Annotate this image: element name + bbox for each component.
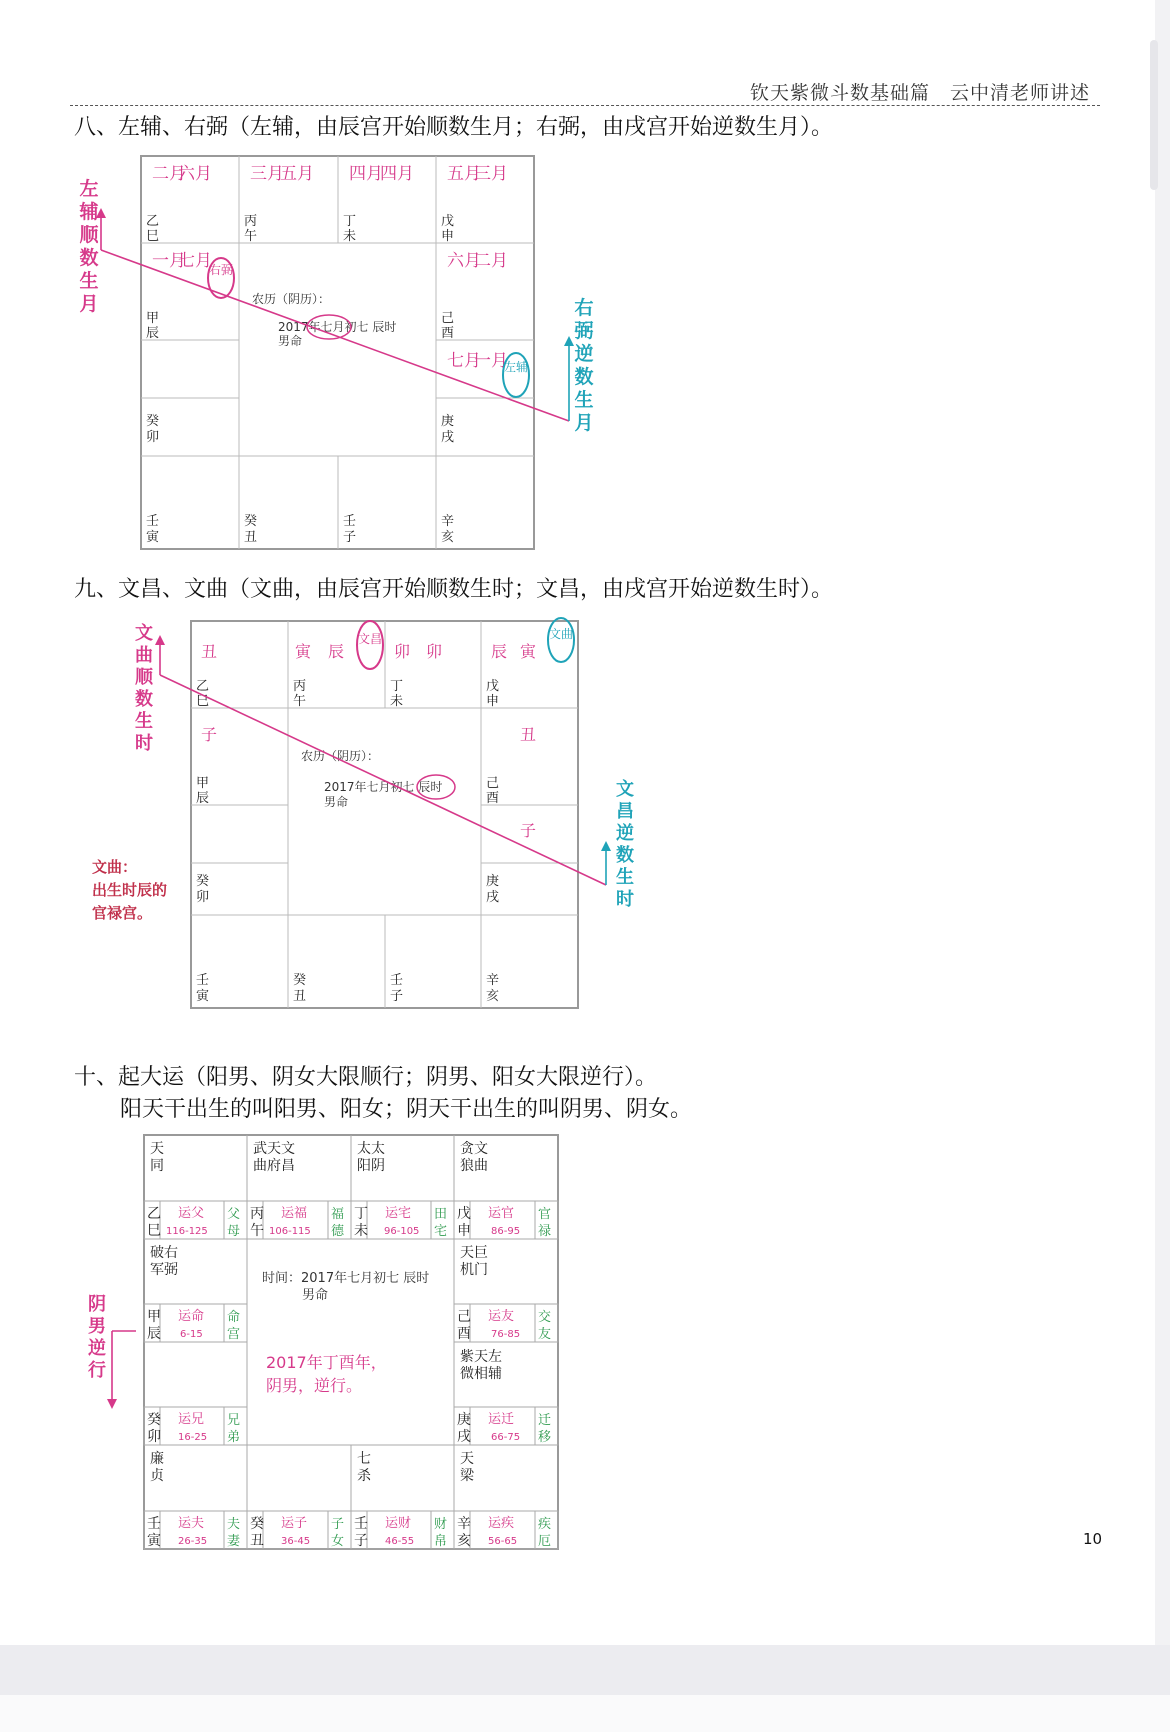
wenqu-note-2: 出生时辰的 — [92, 881, 168, 899]
yun-range: 6-15 — [180, 1329, 203, 1340]
palace-branch: 丑 — [250, 1533, 264, 1549]
palace-stem: 乙 — [196, 679, 210, 694]
hour-label: 子 — [520, 821, 537, 840]
palace-branch: 戌 — [441, 430, 455, 445]
palace-name-1: 父 — [227, 1207, 241, 1222]
hour-label: 辰 — [491, 642, 508, 661]
palace-branch: 申 — [486, 694, 500, 709]
star-line: 太太 — [357, 1141, 385, 1157]
yun-range: 86-95 — [491, 1226, 521, 1237]
month-label: 一月 — [474, 351, 508, 371]
section-9-title: 九、文昌、文曲（文曲，由辰宫开始顺数生时；文昌，由戌宫开始逆数生时）。 — [74, 577, 834, 602]
palace-branch: 子 — [390, 989, 404, 1004]
star-line: 梁 — [460, 1468, 474, 1484]
star-line: 同 — [150, 1158, 164, 1174]
bottom-band — [0, 1645, 1170, 1695]
yun-name: 运宅 — [385, 1206, 412, 1221]
palace-name-2: 宫 — [227, 1327, 241, 1342]
palace-branch: 巳 — [146, 229, 160, 244]
star-line: 贪文 — [460, 1141, 488, 1157]
star-line: 微相辅 — [460, 1366, 502, 1382]
youbi-badge: 右弼 — [208, 263, 234, 277]
month-label: 四月 — [380, 164, 414, 184]
month-label: 二月 — [474, 251, 508, 271]
palace-branch: 申 — [457, 1223, 471, 1239]
gender: 男命 — [324, 795, 349, 809]
yun-name: 运财 — [385, 1516, 412, 1531]
palace-name-1: 福 — [331, 1207, 345, 1222]
palace-stem: 癸 — [244, 514, 258, 529]
palace-branch: 戌 — [486, 890, 500, 905]
zuofu-rule-label: 左辅顺数生月 — [79, 178, 99, 315]
figure-da-yun — [80, 1125, 570, 1555]
palace-stem: 丙 — [244, 214, 258, 229]
month-label: 七月 — [178, 251, 212, 271]
palace-name-2: 妻 — [227, 1534, 241, 1549]
palace-branch: 子 — [354, 1533, 368, 1549]
gender: 男命 — [302, 1288, 329, 1303]
star-line: 天巨 — [460, 1245, 488, 1261]
palace-stem: 己 — [486, 776, 500, 791]
palace-stem: 癸 — [147, 1412, 161, 1428]
yun-range: 56-65 — [488, 1536, 518, 1547]
star-line: 紫天左 — [460, 1349, 502, 1365]
wenqu-badge: 文曲 — [548, 627, 574, 641]
yun-note-2: 阴男，逆行。 — [266, 1376, 363, 1395]
palace-stem: 丁 — [343, 214, 357, 229]
bottom-margin — [0, 1695, 1170, 1732]
star-line: 杀 — [357, 1468, 371, 1484]
yun-range: 106-115 — [269, 1226, 311, 1237]
palace-stem: 己 — [441, 311, 455, 326]
palace-branch: 酉 — [457, 1326, 471, 1342]
palace-name-2: 宅 — [434, 1224, 448, 1239]
palace-stem: 戊 — [441, 214, 455, 229]
palace-name-2: 移 — [538, 1430, 552, 1445]
wenchang-badge: 文昌 — [357, 632, 383, 646]
palace-branch: 戌 — [457, 1429, 471, 1445]
palace-branch: 寅 — [147, 1533, 161, 1549]
up-arrow-icon — [564, 336, 574, 346]
hour-label: 子 — [201, 725, 218, 744]
palace-branch: 卯 — [196, 890, 210, 905]
palace-stem: 辛 — [486, 973, 500, 988]
yin-male-retrograde-label: 阴男逆行 — [88, 1294, 106, 1381]
palace-stem: 壬 — [147, 1516, 161, 1532]
star-line: 天 — [460, 1451, 474, 1467]
palace-branch: 寅 — [196, 989, 210, 1004]
yun-name: 运夫 — [178, 1516, 205, 1531]
month-label: 四月 — [349, 164, 383, 184]
palace-branch: 丑 — [293, 989, 307, 1004]
hour-label: 辰 — [328, 642, 345, 661]
down-arrow-icon — [107, 1399, 117, 1409]
page-number: 10 — [1083, 1530, 1103, 1548]
palace-name-2: 德 — [331, 1224, 345, 1239]
star-line: 天 — [150, 1141, 164, 1157]
palace-stem: 庚 — [457, 1412, 471, 1428]
palace-stem: 庚 — [486, 874, 500, 889]
palace-branch: 午 — [244, 229, 258, 244]
palace-stem: 丁 — [390, 679, 404, 694]
palace-branch: 亥 — [457, 1533, 471, 1549]
palace-stem: 甲 — [146, 311, 160, 326]
palace-name-2: 弟 — [227, 1430, 241, 1445]
palace-branch: 巳 — [147, 1223, 161, 1239]
calendar-label: 农历（阴历）： — [252, 292, 331, 306]
time-line: 时间：2017年七月初七 辰时 — [262, 1271, 430, 1286]
month-label: 七月 — [447, 351, 481, 371]
hour-label: 丑 — [201, 642, 218, 661]
palace-stem: 甲 — [147, 1309, 161, 1325]
palace-branch: 子 — [343, 530, 357, 545]
zuofu-badge: 左辅 — [503, 360, 529, 374]
star-line: 廉 — [150, 1451, 164, 1467]
palace-branch: 巳 — [196, 694, 210, 709]
star-line: 曲府昌 — [253, 1158, 295, 1174]
header-rule — [70, 105, 1100, 106]
palace-name-1: 兄 — [227, 1413, 241, 1428]
palace-stem: 壬 — [146, 514, 160, 529]
palace-name-1: 子 — [331, 1517, 345, 1532]
yun-name: 运友 — [488, 1309, 515, 1324]
hour-label: 寅 — [295, 642, 312, 661]
palace-branch: 卯 — [146, 430, 160, 445]
yun-range: 116-125 — [166, 1226, 208, 1237]
palace-stem: 壬 — [196, 973, 210, 988]
palace-stem: 癸 — [146, 414, 160, 429]
section-8-title: 八、左辅、右弼（左辅，由辰宫开始顺数生月；右弼，由戌宫开始逆数生月）。 — [74, 115, 834, 140]
yun-name: 运迁 — [488, 1412, 515, 1427]
calendar-label: 农历（阴历）： — [301, 749, 380, 763]
palace-name-1: 命 — [227, 1310, 241, 1325]
palace-name-1: 交 — [538, 1310, 552, 1325]
section-10-title: 十、起大运（阳男、阴女大限顺行；阴男、阳女大限逆行）。 — [74, 1065, 658, 1090]
wenchang-rule-label: 文昌逆数生时 — [616, 779, 634, 910]
star-line: 破右 — [150, 1245, 178, 1261]
gender: 男命 — [278, 334, 303, 348]
month-label: 三月 — [250, 164, 284, 184]
palace-branch: 未 — [343, 229, 357, 244]
yun-note-1: 2017年丁酉年， — [266, 1353, 387, 1372]
palace-stem: 辛 — [441, 514, 455, 529]
palace-branch: 未 — [354, 1223, 368, 1239]
yun-name: 运兄 — [178, 1412, 205, 1427]
star-line: 狼曲 — [460, 1158, 488, 1174]
star-line: 七 — [357, 1451, 371, 1467]
palace-stem: 乙 — [146, 214, 160, 229]
palace-branch: 申 — [441, 229, 455, 244]
section-10-subtitle: 阳天干出生的叫阳男、阳女；阴天干出生的叫阴男、阴女。 — [120, 1097, 693, 1122]
figure-zuofu-youbi — [70, 150, 630, 560]
yun-name: 运父 — [178, 1206, 205, 1221]
palace-stem: 丙 — [293, 679, 307, 694]
hour-label: 丑 — [520, 725, 537, 744]
palace-name-2: 友 — [538, 1327, 552, 1342]
palace-name-2: 帛 — [434, 1534, 448, 1549]
palace-stem: 丙 — [250, 1206, 264, 1222]
palace-name-1: 疾 — [538, 1517, 552, 1532]
yun-range: 46-55 — [385, 1536, 415, 1547]
yun-name: 运命 — [178, 1309, 205, 1324]
palace-name-2: 女 — [331, 1534, 345, 1549]
palace-stem: 乙 — [147, 1206, 161, 1222]
palace-name-1: 官 — [538, 1207, 552, 1222]
hour-label: 卯 — [394, 642, 411, 661]
wenqu-rule-label: 文曲顺数生时 — [135, 623, 153, 754]
palace-name-2: 禄 — [538, 1224, 552, 1239]
yun-name: 运疾 — [488, 1516, 515, 1531]
palace-branch: 午 — [293, 694, 307, 709]
star-line: 阳阴 — [357, 1158, 385, 1174]
yun-range: 16-25 — [178, 1432, 208, 1443]
palace-branch: 丑 — [244, 530, 258, 545]
star-line: 军弼 — [150, 1262, 178, 1278]
palace-stem: 癸 — [250, 1516, 264, 1532]
youbi-rule-label: 右弼逆数生月 — [574, 297, 594, 434]
palace-branch: 卯 — [147, 1429, 161, 1445]
palace-stem: 壬 — [354, 1516, 368, 1532]
figure-wenchang-wenqu — [80, 615, 660, 1015]
up-arrow-icon — [155, 635, 165, 645]
yun-range: 66-75 — [491, 1432, 521, 1443]
yun-name: 运官 — [488, 1206, 515, 1221]
palace-branch: 未 — [390, 694, 404, 709]
month-label: 一月 — [152, 251, 186, 271]
month-label: 五月 — [280, 164, 314, 184]
palace-name-2: 厄 — [538, 1534, 552, 1549]
palace-branch: 辰 — [147, 1326, 161, 1342]
yun-range: 96-105 — [384, 1226, 420, 1237]
yun-name: 运子 — [281, 1516, 308, 1531]
palace-stem: 癸 — [293, 973, 307, 988]
birth-date: 2017年七月初七 辰时 — [324, 780, 443, 794]
scrollbar[interactable] — [1150, 40, 1158, 190]
hour-label: 卯 — [426, 642, 443, 661]
palace-branch: 午 — [250, 1223, 264, 1239]
running-header: 钦天紫微斗数基础篇 云中清老师讲述 — [750, 82, 1091, 104]
month-label: 三月 — [474, 164, 508, 184]
yun-name: 运福 — [281, 1206, 308, 1221]
palace-stem: 甲 — [196, 776, 210, 791]
palace-stem: 戊 — [486, 679, 500, 694]
month-label: 五月 — [447, 164, 481, 184]
palace-branch: 酉 — [441, 326, 455, 341]
hour-label: 寅 — [520, 642, 537, 661]
palace-name-2: 母 — [227, 1224, 241, 1239]
palace-branch: 亥 — [486, 989, 500, 1004]
palace-stem: 丁 — [354, 1206, 368, 1222]
palace-branch: 亥 — [441, 530, 455, 545]
palace-name-1: 夫 — [227, 1517, 241, 1532]
star-line: 机门 — [460, 1262, 488, 1278]
yun-range: 26-35 — [178, 1536, 208, 1547]
palace-name-1: 田 — [434, 1207, 448, 1222]
birth-date: 2017年七月初七 辰时 — [278, 320, 397, 334]
palace-branch: 寅 — [146, 530, 160, 545]
palace-branch: 酉 — [486, 791, 500, 806]
palace-branch: 辰 — [196, 791, 210, 806]
palace-stem: 辛 — [457, 1516, 471, 1532]
palace-stem: 壬 — [343, 514, 357, 529]
palace-stem: 己 — [457, 1309, 471, 1325]
yun-range: 76-85 — [491, 1329, 521, 1340]
month-label: 六月 — [178, 164, 212, 184]
palace-name-1: 财 — [434, 1517, 448, 1532]
star-line: 贞 — [150, 1468, 164, 1484]
star-line: 武天文 — [253, 1141, 295, 1157]
month-label: 二月 — [152, 164, 186, 184]
palace-name-1: 迁 — [538, 1413, 552, 1428]
wenqu-note-1: 文曲： — [92, 858, 138, 876]
palace-stem: 癸 — [196, 874, 210, 889]
palace-stem: 庚 — [441, 414, 455, 429]
wenqu-note-3: 官禄宫。 — [92, 904, 153, 922]
month-label: 六月 — [447, 251, 481, 271]
up-arrow-icon — [601, 841, 611, 851]
palace-stem: 戊 — [457, 1206, 471, 1222]
palace-stem: 壬 — [390, 973, 404, 988]
yun-range: 36-45 — [281, 1536, 311, 1547]
palace-branch: 辰 — [146, 326, 160, 341]
